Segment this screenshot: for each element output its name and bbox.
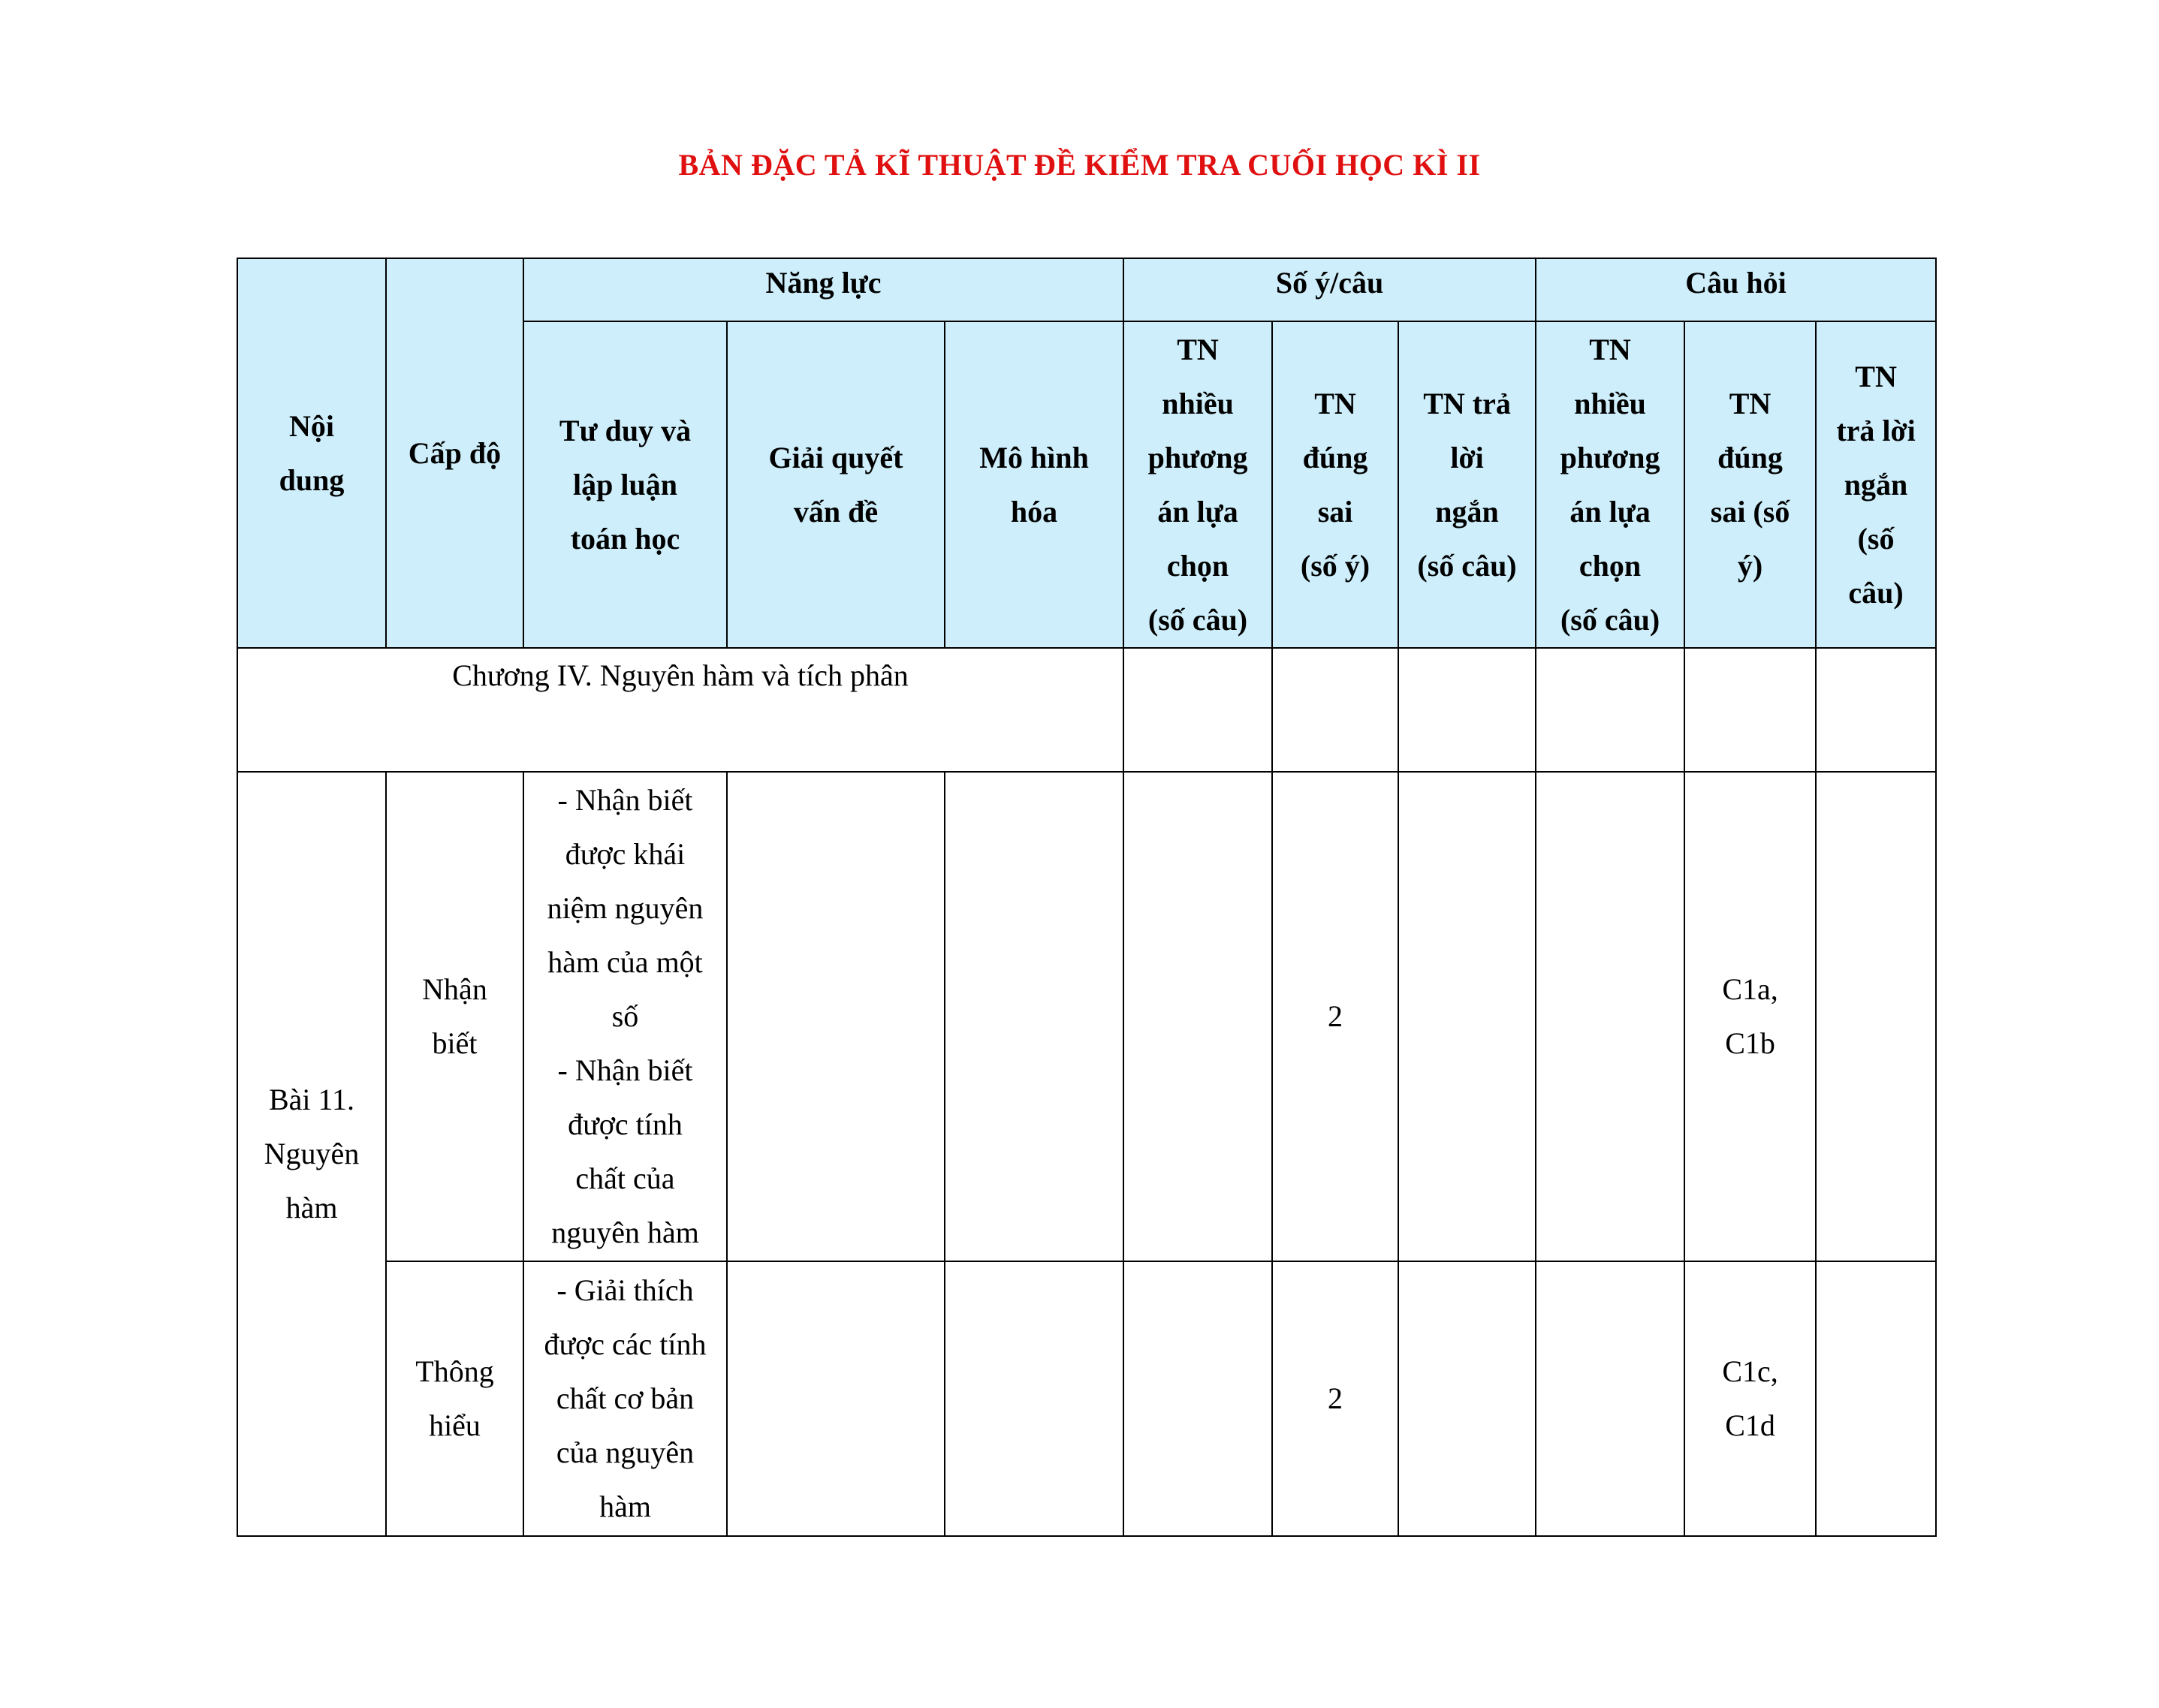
cell-empty: [1536, 772, 1684, 1261]
cell-empty: [1123, 1261, 1272, 1536]
header-row-1: [237, 258, 1936, 321]
header-cau-tn-nhieu: TN nhiều phương án lựa chọn (số câu): [1536, 321, 1684, 648]
table-row: [237, 1261, 1936, 1536]
header-noi-dung: Nội dung: [237, 258, 386, 648]
header-giai-quyet: Giải quyết vấn đề: [727, 321, 945, 648]
cell-empty: [1272, 648, 1398, 772]
header-cau-tn-tra-loi: TN trả lời ngắn (số câu): [1816, 321, 1936, 648]
cell-empty: [727, 1261, 945, 1536]
cell-empty: [1398, 1261, 1536, 1536]
cau-dung-sai: C1c, C1d: [1684, 1261, 1816, 1536]
chapter-row: [237, 648, 1936, 772]
cell-empty: [1816, 648, 1936, 772]
header-so-tn-tra-loi: TN trả lời ngắn (số câu): [1398, 321, 1536, 648]
cell-empty: [945, 772, 1123, 1261]
tu-duy-description: - Giải thích được các tính chất cơ bản của nguyên hàm: [523, 1261, 727, 1536]
cau-dung-sai: C1a, C1b: [1684, 772, 1816, 1261]
header-so-tn-dung-sai: TN đúng sai (số ý): [1272, 321, 1398, 648]
cell-empty: [1816, 1261, 1936, 1536]
header-cau-tn-dung-sai: TN đúng sai (số ý): [1684, 321, 1816, 648]
header-tu-duy: Tư duy và lập luận toán học: [523, 321, 727, 648]
lesson-title: Bài 11. Nguyên hàm: [237, 772, 386, 1536]
header-nang-luc: Năng lực: [523, 258, 1123, 321]
cell-empty: [945, 1261, 1123, 1536]
cell-empty: [1684, 648, 1816, 772]
document-title: BẢN ĐẶC TẢ KĨ THUẬT ĐỀ KIỂM TRA CUỐI HỌC KÌ II: [678, 148, 1481, 182]
header-so-tn-nhieu: TN nhiều phương án lựa chọn (số câu): [1123, 321, 1272, 648]
level-label: Thông hiểu: [386, 1261, 523, 1536]
cell-empty: [1123, 772, 1272, 1261]
cell-empty: [1123, 648, 1272, 772]
header-cau-hoi: Câu hỏi: [1536, 258, 1936, 321]
header-so-y-cau: Số ý/câu: [1123, 258, 1536, 321]
header-mo-hinh: Mô hình hóa: [945, 321, 1123, 648]
cell-empty: [1816, 772, 1936, 1261]
level-label: Nhận biết: [386, 772, 523, 1261]
chapter-title: Chương IV. Nguyên hàm và tích phân: [237, 648, 1123, 772]
so-dung-sai: 2: [1272, 772, 1398, 1261]
so-dung-sai: 2: [1272, 1261, 1398, 1536]
cell-empty: [1398, 772, 1536, 1261]
specification-table: [237, 258, 1937, 1537]
cell-empty: [1536, 648, 1684, 772]
cell-empty: [1536, 1261, 1684, 1536]
cell-empty: [727, 772, 945, 1261]
tu-duy-description: - Nhận biết được khái niệm nguyên hàm của một số - Nhận biết được tính chất của nguyên hàm: [523, 772, 727, 1261]
table-row: [237, 772, 1936, 1261]
header-cap-do: Cấp độ: [386, 258, 523, 648]
cell-empty: [1398, 648, 1536, 772]
